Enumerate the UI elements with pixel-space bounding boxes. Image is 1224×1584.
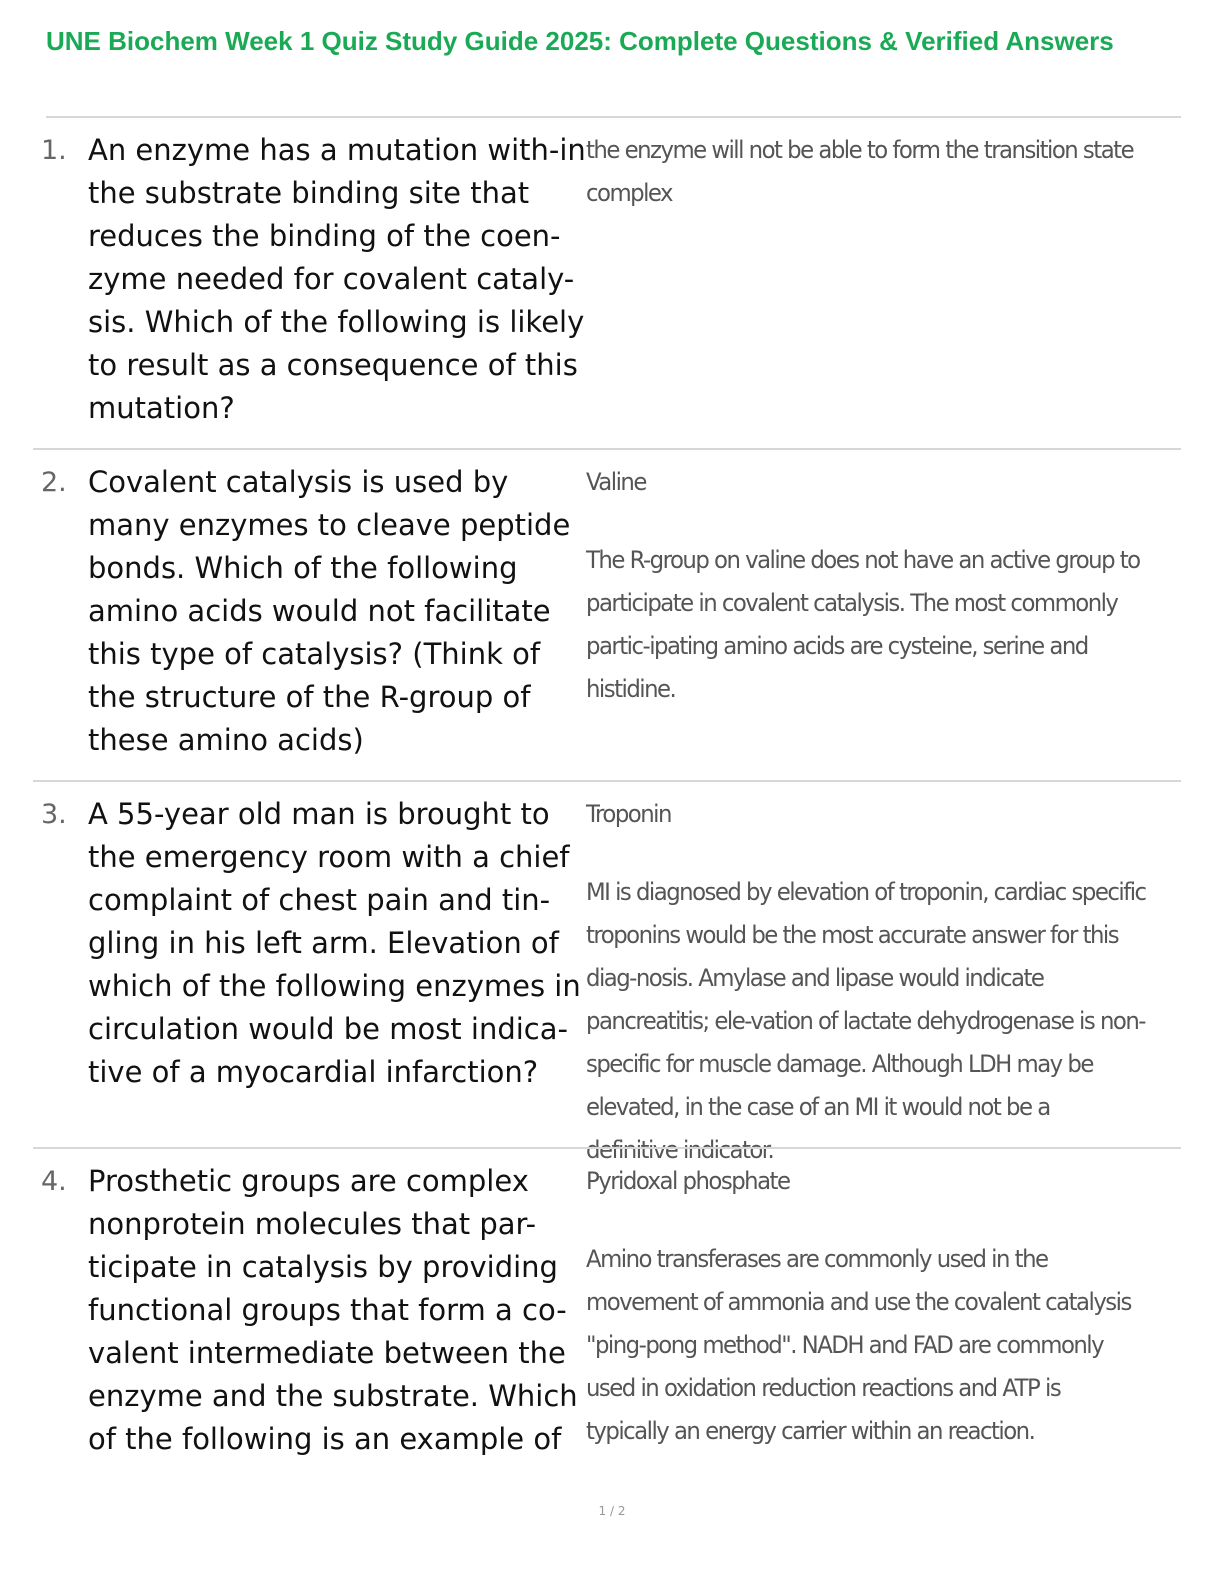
item-divider xyxy=(33,448,1181,450)
page-number: 1 / 2 xyxy=(598,1504,626,1518)
answer-text: Troponin xyxy=(586,800,671,828)
answer-text: Pyridoxal phosphate xyxy=(586,1167,790,1195)
answer-block xyxy=(586,461,1147,711)
answer-block xyxy=(586,1160,1147,1453)
question-text: Prosthetic groups are complex nonprotein molecules that par-ticipate in catalysis by providing functional groups that form a co-valent intermediate between the enzyme and the substrate. Which of the following is an example of xyxy=(88,1164,578,1456)
answer-block xyxy=(586,793,1147,1172)
answer-text: Valine xyxy=(586,468,646,496)
item-divider xyxy=(33,780,1181,782)
answer-block xyxy=(586,129,1147,215)
question-text: Covalent catalysis is used by many enzymes to cleave peptide bonds. Which of the following amino acids would not facilitate this type of catalysis? (Think of the structure of the R-group of these amino acids) xyxy=(88,465,571,757)
question-text: An enzyme has a mutation with-in the substrate binding site that reduces the binding of the coen-zyme needed for covalent cataly-sis. Which of the following is likely to result as a consequence of this mutation? xyxy=(88,133,586,425)
explanation-text: The R-group on valine does not have an active group to participate in covalent catalysis. The most commonly partic-ipating amino acids are cysteine, serine and histidine. xyxy=(586,546,1140,703)
item-number: 4. xyxy=(41,1166,67,1197)
explanation-text: MI is diagnosed by elevation of troponin, cardiac specific troponins would be the most accurate answer for this diag-nosis. Amylase and lipase would indicate pancreatitis; ele-vation of lactate dehydrogenase is non-specific for muscle damage. Although LDH may be elevated, in the case of an MI it would not be a definitive indicator. xyxy=(586,878,1146,1164)
document-title: UNE Biochem Week 1 Quiz Study Guide 2025: Complete Questions & Verified Answers xyxy=(46,26,1114,56)
item-number: 3. xyxy=(41,799,67,830)
answer-text: the enzyme will not be able to form the transition state complex xyxy=(586,136,1134,207)
explanation-text: Amino transferases are commonly used in the movement of ammonia and use the covalent catalysis "ping-pong method". NADH and FAD are commonly used in oxidation reduction reactions and ATP is typically an energy carrier within an reaction. xyxy=(586,1245,1131,1445)
item-number: 2. xyxy=(41,467,67,498)
title-divider xyxy=(46,116,1181,118)
question-text: A 55-year old man is brought to the emergency room with a chief complaint of chest pain and tin-gling in his left arm. Elevation of which of the following enzymes in circulation would be most indica-tive of a myocardial infarction? xyxy=(88,797,581,1089)
item-number: 1. xyxy=(41,135,67,166)
item-divider xyxy=(33,1147,1181,1149)
